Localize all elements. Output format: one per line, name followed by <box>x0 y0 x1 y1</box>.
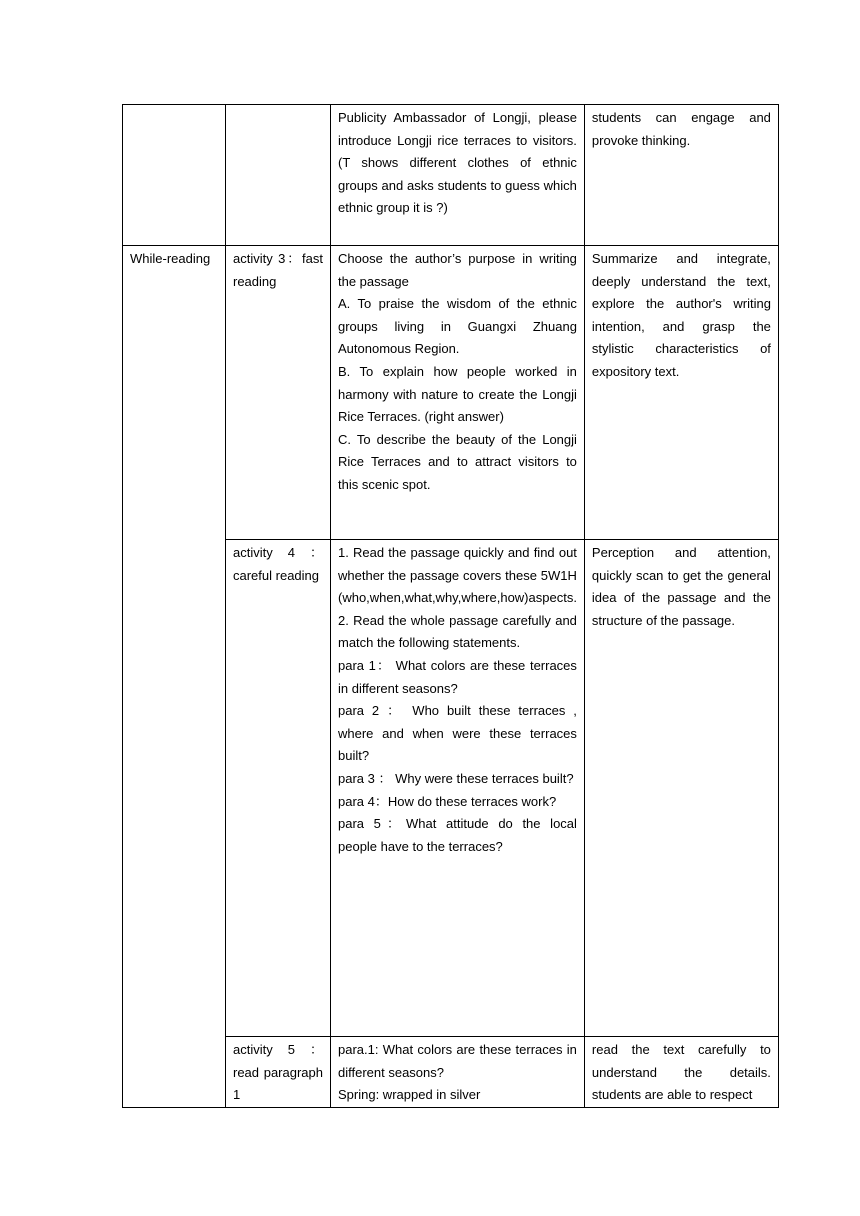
option-b: B. To explain how people worked in harmony with nature to create the Longji Rice Terraces. (right answer) <box>338 363 577 425</box>
activity-cell: activity 3：fast reading <box>226 246 331 540</box>
activity-cell: activity 5 ：read paragraph 1 <box>226 1037 331 1108</box>
content-paragraph: Spring: wrapped in silver <box>338 1087 481 1103</box>
activity-cell <box>226 105 331 246</box>
content-cell <box>331 105 585 246</box>
content-paragraph: Choose the author’s purpose in writing the passage <box>338 251 577 289</box>
para-question: para 1： What colors are these terraces in different seasons? <box>338 657 577 696</box>
purpose-cell: read the text carefully to understand the details. students are able to respect <box>584 1037 778 1108</box>
content-cell <box>331 246 585 540</box>
option-a: A. To praise the wisdom of the ethnic groups living in Guangxi Zhuang Autonomous Region. <box>338 296 577 357</box>
content-paragraph: Publicity Ambassador of Longji, please introduce Longji rice terraces to visitors.(T shows different clothes of ethnic groups and asks students to guess which ethnic group it is ?) <box>338 110 577 216</box>
purpose-cell: Perception and attention, quickly scan to get the general idea of the passage and the structure of the passage. <box>584 540 778 1037</box>
purpose-cell: Summarize and integrate, deeply understand the text, explore the author's writing intention, and grasp the stylistic characteristics of expository text. <box>584 246 778 540</box>
table-row <box>123 246 779 540</box>
content-paragraph: 2. Read the whole passage carefully and match the following statements. <box>338 612 577 651</box>
table-row <box>123 105 779 246</box>
activity-cell: activity 4 ：careful reading <box>226 540 331 1037</box>
para-question: para 5：What attitude do the local people have to the terraces? <box>338 816 577 854</box>
stage-cell <box>123 105 226 246</box>
content-cell <box>331 1037 585 1108</box>
purpose-cell: students can engage and provoke thinking. <box>584 105 778 246</box>
lesson-plan-table <box>122 104 779 1108</box>
para-question: para 2 ： Who built these terraces , where and when were these terraces built? <box>338 703 577 764</box>
stage-cell-while-reading: While-reading <box>123 246 226 1108</box>
para-question: para 3 ： Why were these terraces built? <box>338 770 574 786</box>
content-paragraph: para.1: What colors are these terraces in different seasons? <box>338 1042 577 1080</box>
para-question: para 4：How do these terraces work? <box>338 793 557 809</box>
content-paragraph: 1. Read the passage quickly and find out whether the passage covers these 5W1H (who,when,what,why,where,how)aspects. <box>338 545 577 606</box>
content-cell <box>331 540 585 1037</box>
option-c: C. To describe the beauty of the Longji Rice Terraces and to attract visitors to this scenic spot. <box>338 431 577 492</box>
